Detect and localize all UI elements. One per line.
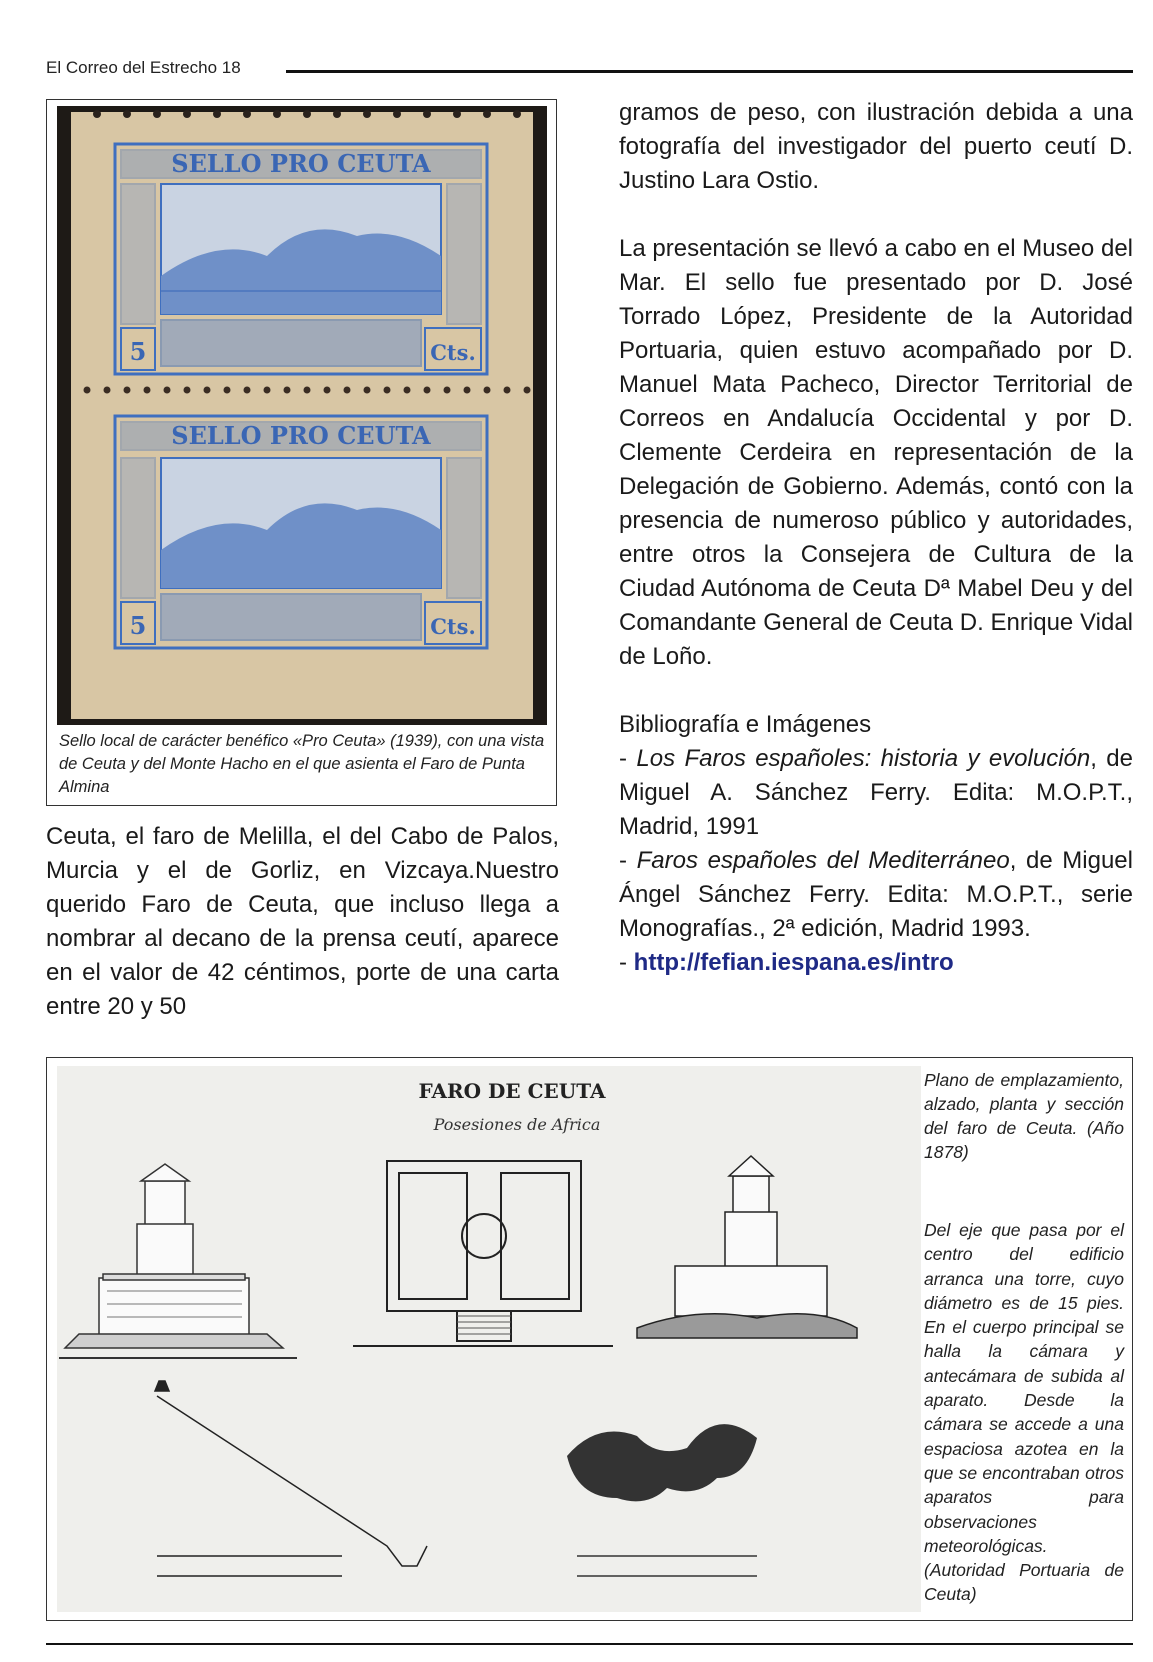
bibliography-heading: Bibliografía e Imágenes [619, 711, 872, 738]
stamp-figure [46, 99, 557, 806]
stamp-caption: Sello local de carácter benéfico «Pro Ceuta» (1939), con una vista de Ceuta y del Monte Hacho en el que asienta el Faro de Punta Almina [59, 732, 545, 796]
left-paragraph: Ceuta, el faro de Melilla, el del Cabo de Palos, Murcia y el de Gorliz, en Vizcaya.Nuestro querido Faro de Ceuta, que incluso llega a nombrar al decano de la prensa ceutí, aparece en el valor de 42 céntimos, porte de una carta entre 20 y 50 [46, 823, 559, 1020]
header-rule [286, 70, 1133, 73]
plan-description: Del eje que pasa por el centro del edificio arranca una torre, cuyo diámetro es de 15 pies. En el cuerpo principal se halla la cámara y antecámara de subida al aparato. Desde la cámara se accede a una espaciosa azotea en la que se encontraban otros aparatos para observaciones meteorológicas. (Autoridad Portuaria de Ceuta) [924, 1220, 1124, 1605]
ref-2-details: , de Miguel Ángel Sánchez Ferry. Edita: M.O.P.T., serie Monografías., 2ª edición, Madrid 1993. [619, 847, 1133, 942]
bibliography-link-line: - http://fefian.iespana.es/intro [619, 949, 954, 976]
ref-1-title: Los Faros españoles: historia y evolución [636, 745, 1091, 772]
ref-2-title: Faros españoles del Mediterráneo [636, 847, 1010, 874]
svg-text:SELLO PRO CEUTA: SELLO PRO CEUTA [171, 421, 431, 450]
drawing-subtitle: Posesiones de Africa [433, 1115, 601, 1134]
svg-text:Cts.: Cts. [430, 340, 476, 365]
drawing-title: FARO DE CEUTA [418, 1079, 606, 1103]
source-link[interactable]: http://fefian.iespana.es/intro [633, 949, 954, 976]
plan-figure [46, 1057, 1133, 1621]
plan-caption: Plano de emplazamiento, alzado, planta y sección del faro de Ceuta. (Año 1878) [924, 1070, 1124, 1162]
page-header [46, 58, 1133, 80]
svg-text:5: 5 [129, 611, 147, 640]
svg-text:Cts.: Cts. [430, 614, 476, 639]
ref-1-details: , de Miguel A. Sánchez Ferry. Edita: M.O.P.T., Madrid, 1991 [619, 745, 1133, 840]
bibliography-ref-1: - Los Faros españoles: historia y evolución, de Miguel A. Sánchez Ferry. Edita: M.O.P.T., Madrid, 1991 [619, 745, 1133, 840]
right-paragraph-2: La presentación se llevó a cabo en el Museo del Mar. El sello fue presentado por D. José Torrado López, Presidente de la Autoridad Portuaria, quien estuvo acompañado por D. Manuel Mata Pacheco, Director Territorial de Correos en Andalucía Occidental y por D. Clemente Cerdeira en representación de la Delegación de Gobierno. Además, contó con la presencia de numeroso público y autoridades, entre otros la Consejera de Cultura de la Ciudad Autónoma de Ceuta Dª Mabel Deu y del Comandante General de Ceuta D. Enrique Vidal de Loño. [619, 235, 1133, 670]
svg-text:5: 5 [129, 337, 147, 366]
stamp-image [57, 106, 547, 725]
left-column [46, 820, 559, 1024]
right-column [619, 96, 1133, 980]
footer-rule [46, 1643, 1133, 1645]
lighthouse-plan-image [57, 1066, 921, 1612]
right-paragraph-1: gramos de peso, con ilustración debida a una fotografía del investigador del puerto ceutí D. Justino Lara Ostio. [619, 99, 1133, 194]
stamp-top-label: SELLO PRO CEUTA [171, 149, 431, 178]
publication-title: El Correo del Estrecho 18 [46, 58, 241, 77]
bibliography-ref-2: - Faros españoles del Mediterráneo, de Miguel Ángel Sánchez Ferry. Edita: M.O.P.T., serie Monografías., 2ª edición, Madrid 1993. [619, 847, 1133, 942]
